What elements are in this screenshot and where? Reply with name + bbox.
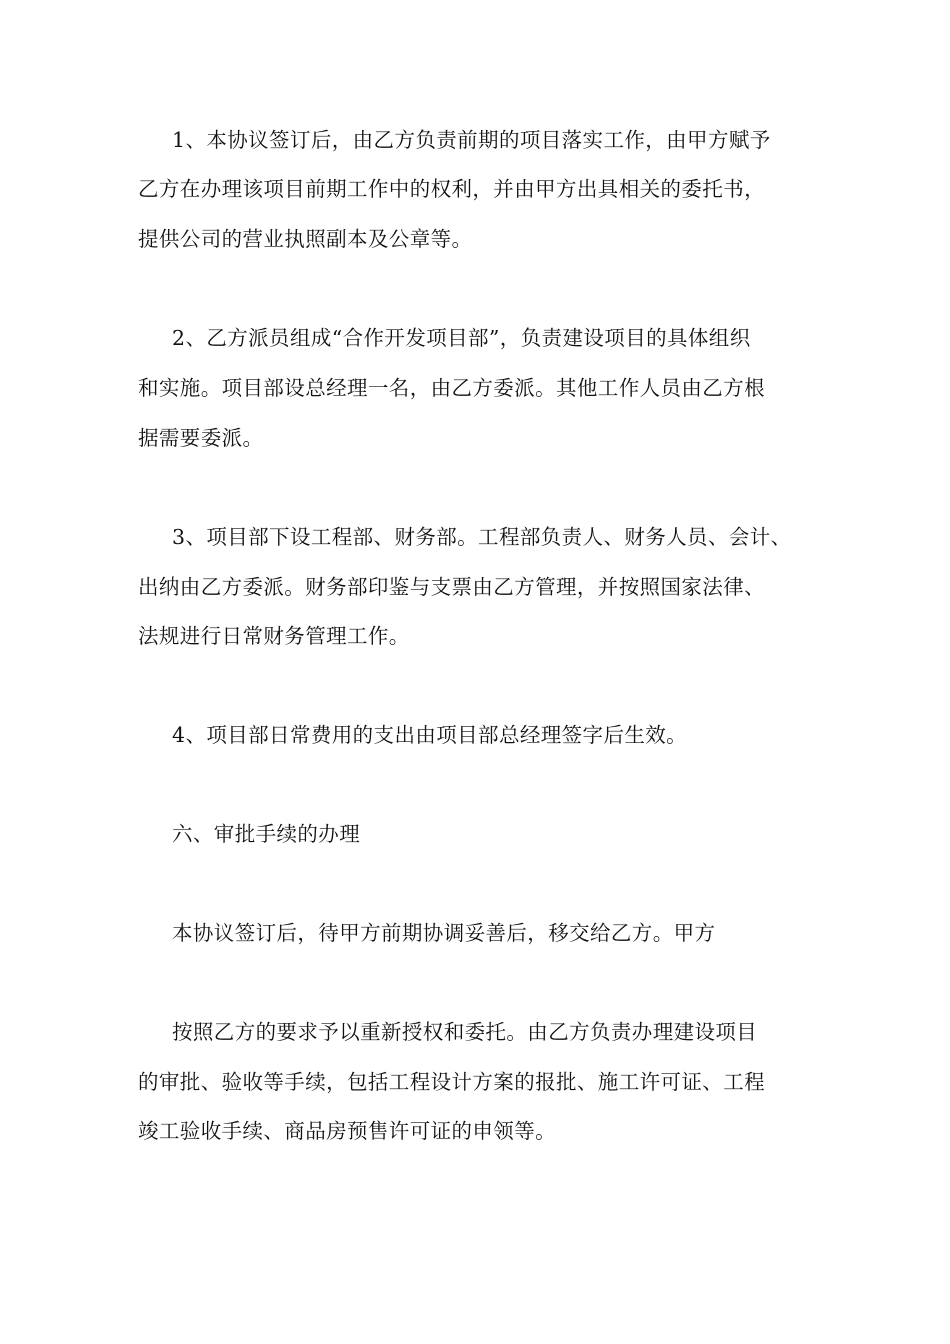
paragraph-line: 据需要委派。: [138, 426, 264, 450]
paragraph-line: 本协议签订后，待甲方前期协调妥善后，移交给乙方。甲方: [172, 921, 716, 945]
paragraph-line: 竣工验收手续、商品房预售许可证的申领等。: [138, 1119, 556, 1143]
paragraph-line: 2、乙方派员组成“合作开发项目部”，负责建设项目的具体组织: [172, 326, 751, 350]
paragraph-line: 的审批、验收等手续，包括工程设计方案的报批、施工许可证、工程: [138, 1070, 765, 1094]
paragraph-line: 按照乙方的要求予以重新授权和委托。由乙方负责办理建设项目: [172, 1020, 758, 1044]
paragraph-line: 3、项目部下设工程部、财务部。工程部负责人、财务人员、会计、: [172, 525, 792, 549]
paragraph-line: 提供公司的营业执照副本及公章等。: [138, 227, 473, 251]
paragraph-line: 和实施。项目部设总经理一名，由乙方委派。其他工作人员由乙方根: [138, 376, 765, 400]
paragraph-line: 4、项目部日常费用的支出由项目部总经理签字后生效。: [172, 723, 688, 747]
paragraph-line: 法规进行日常财务管理工作。: [138, 624, 410, 648]
section-heading-text: 六、审批手续的办理: [172, 822, 361, 846]
paragraph-line: 出纳由乙方委派。财务部印鉴与支票由乙方管理，并按照国家法律、: [138, 575, 765, 599]
paragraph-line: 1、本协议签订后，由乙方负责前期的项目落实工作，由甲方赋予: [172, 128, 771, 152]
paragraph-line: 乙方在办理该项目前期工作中的权利，并由甲方出具相关的委托书，: [138, 177, 765, 201]
